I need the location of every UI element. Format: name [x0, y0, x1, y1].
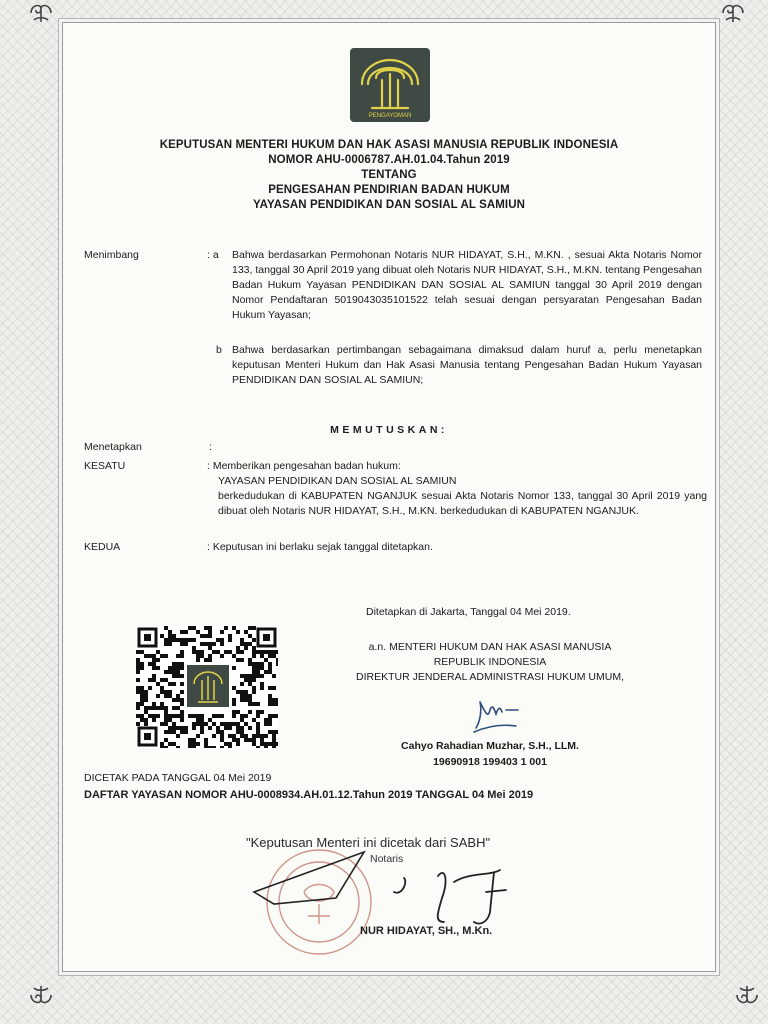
- title-line-subject: PENGESAHAN PENDIRIAN BADAN HUKUM: [268, 184, 510, 196]
- menetapkan-colon: :: [209, 441, 212, 453]
- title-line-tentang: TENTANG: [361, 169, 417, 181]
- pengayoman-logo-icon: [350, 48, 430, 122]
- kesatu-line-3: berkedudukan di KABUPATEN NGANJUK sesuai Akta Notaris Nomor 133, tanggal 30 April 2019 yang dibuat oleh Notaris NUR HIDAYAT, S.H., M.KN. berkedudukan di KABUPATEN NGANJUK.: [218, 490, 707, 517]
- sabh-note: "Keputusan Menteri ini dicetak dari SABH": [246, 835, 491, 850]
- point-b-text: Bahwa berdasarkan pertimbangan sebagaimana dimaksud dalam huruf a, perlu menetapkan keputusan Menteri Hukum dan Hak Asasi Manusia tentang Pengesahan Badan Hukum Yayasan PENDIDIKAN DAN SOSIAL AL SAMIUN;: [232, 344, 702, 386]
- signature-icon: [390, 852, 530, 932]
- notary-name: NUR HIDAYAT, SH., M.Kn.: [360, 925, 493, 937]
- decree-title: [70, 138, 708, 213]
- signatory-title: [330, 640, 650, 685]
- memutuskan-heading: MEMUTUSKAN:: [330, 424, 448, 436]
- qr-code-icon: [136, 626, 278, 748]
- place-date: Ditetapkan di Jakarta, Tanggal 04 Mei 2019.: [366, 606, 571, 618]
- corner-ornament-icon: [28, 982, 54, 1008]
- kesatu-line-2: YAYASAN PENDIDIKAN DAN SOSIAL AL SAMIUN: [218, 475, 457, 487]
- kesatu-text: [207, 459, 707, 519]
- signatory-line-3: DIREKTUR JENDERAL ADMINISTRASI HUKUM UMUM,: [356, 671, 624, 683]
- official-name: Cahyo Rahadian Muzhar, S.H., LLM.: [401, 740, 579, 752]
- corner-ornament-icon: [28, 0, 54, 26]
- title-line-foundation: YAYASAN PENDIDIKAN DAN SOSIAL AL SAMIUN: [252, 199, 526, 211]
- signature-icon: [466, 688, 526, 736]
- official-nip: 19690918 199403 1 001: [433, 756, 547, 768]
- point-b-marker: b: [216, 344, 222, 356]
- svg-text:PENGAYOMAN: PENGAYOMAN: [368, 113, 412, 119]
- kesatu-line-1: : Memberikan pengesahan badan hukum:: [207, 460, 401, 472]
- corner-ornament-icon: [720, 0, 746, 26]
- point-a-text: Bahwa berdasarkan Permohonan Notaris NUR HIDAYAT, S.H., M.KN. , sesuai Akta Notaris Nomor 133, tanggal 30 April 2019 yang dibuat oleh Notaris NUR HIDAYAT, S.H., M.KN. tentang Pengesahan Badan Hukum Yayasan PENDIDIKAN DAN SOSIAL AL SAMIUN tanggal 30 April 2019 dengan Nomor Pendaftaran 5019043035101522 telah sesuai dengan persyaratan Pengesahan Badan Hukum Yayasan;: [232, 249, 702, 321]
- notaris-label: Notaris: [370, 853, 404, 865]
- kedua-label: KEDUA: [84, 541, 121, 553]
- printed-date: DICETAK PADA TANGGAL 04 Mei 2019: [84, 772, 272, 784]
- corner-ornament-icon: [734, 982, 760, 1008]
- kedua-text: : Keputusan ini berlaku sejak tanggal ditetapkan.: [207, 541, 433, 553]
- kesatu-label: KESATU: [84, 460, 126, 472]
- official-name-block: [330, 738, 650, 770]
- point-a-marker: : a: [207, 249, 219, 261]
- registry-number: DAFTAR YAYASAN NOMOR AHU-0008934.AH.01.12.Tahun 2019 TANGGAL 04 Mei 2019: [84, 789, 534, 801]
- title-line-ministry: KEPUTUSAN MENTERI HUKUM DAN HAK ASASI MANUSIA REPUBLIK INDONESIA: [159, 139, 619, 151]
- menetapkan-label: Menetapkan: [84, 441, 142, 453]
- signatory-line-2: REPUBLIK INDONESIA: [433, 656, 547, 668]
- signatory-line-1: a.n. MENTERI HUKUM DAN HAK ASASI MANUSIA: [368, 641, 612, 653]
- title-line-number: NOMOR AHU-0006787.AH.01.04.Tahun 2019: [268, 154, 510, 166]
- menimbang-label: Menimbang: [84, 249, 139, 261]
